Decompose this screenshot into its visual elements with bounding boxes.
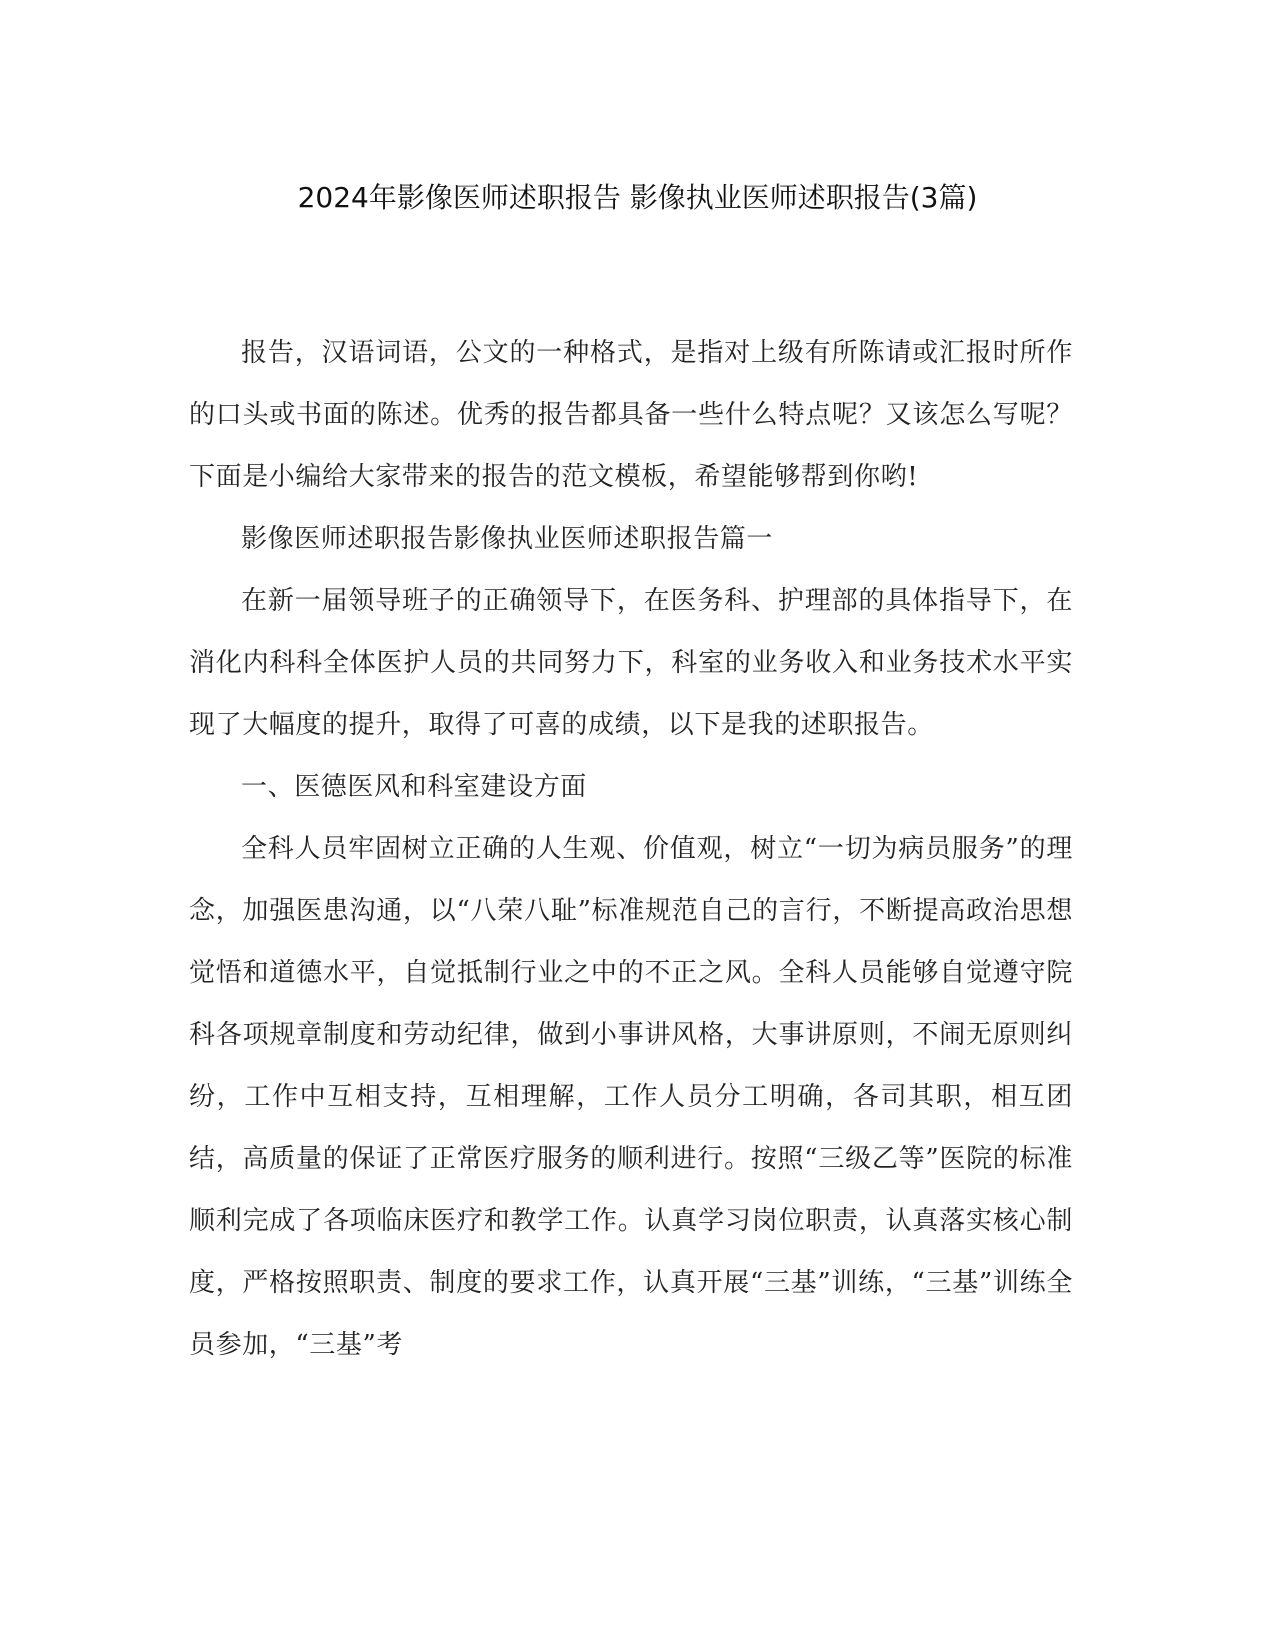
intro-paragraph: 报告，汉语词语，公文的一种格式，是指对上级有所陈请或汇报时所作的口头或书面的陈述。优秀的报告都具备一些什么特点呢？又该怎么写呢？下面是小编给大家带来的报告的范文模板，希望能够帮到你哟! — [189, 338, 1073, 492]
section-heading-ethics: 一、医德医风和科室建设方面 — [241, 772, 587, 802]
body-paragraph: 全科人员牢固树立正确的人生观、价值观，树立“一切为病员服务”的理念，加强医患沟通，以“八荣八耻”标准规范自己的言行，不断提高政治思想觉悟和道德水平，自觉抵制行业之中的不正之风。全科人员能够自觉遵守院科各项规章制度和劳动纪律，做到小事讲风格，大事讲原则，不闹无原则纠纷，工作中互相支持，互相理解，工作人员分工明确，各司其职，相互团结，高质量的保证了正常医疗服务的顺利进行。按照“三级乙等”医院的标准顺利完成了各项临床医疗和教学工作。认真学习岗位职责，认真落实核心制度，严格按照职责、制度的要求工作，认真开展“三基”训练，“三基”训练全员参加，“三基”考 — [189, 834, 1073, 1360]
section-heading-part-one: 影像医师述职报告影像执业医师述职报告篇一 — [241, 524, 774, 554]
document-title: 2024年影像医师述职报告 影像执业医师述职报告(3篇) — [297, 181, 978, 214]
body-paragraph: 在新一届领导班子的正确领导下，在医务科、护理部的具体指导下，在消化内科科全体医护人员的共同努力下，科室的业务收入和业务技术水平实现了大幅度的提升，取得了可喜的成绩，以下是我的述职报告。 — [189, 586, 1073, 740]
document-body — [189, 322, 1073, 1376]
